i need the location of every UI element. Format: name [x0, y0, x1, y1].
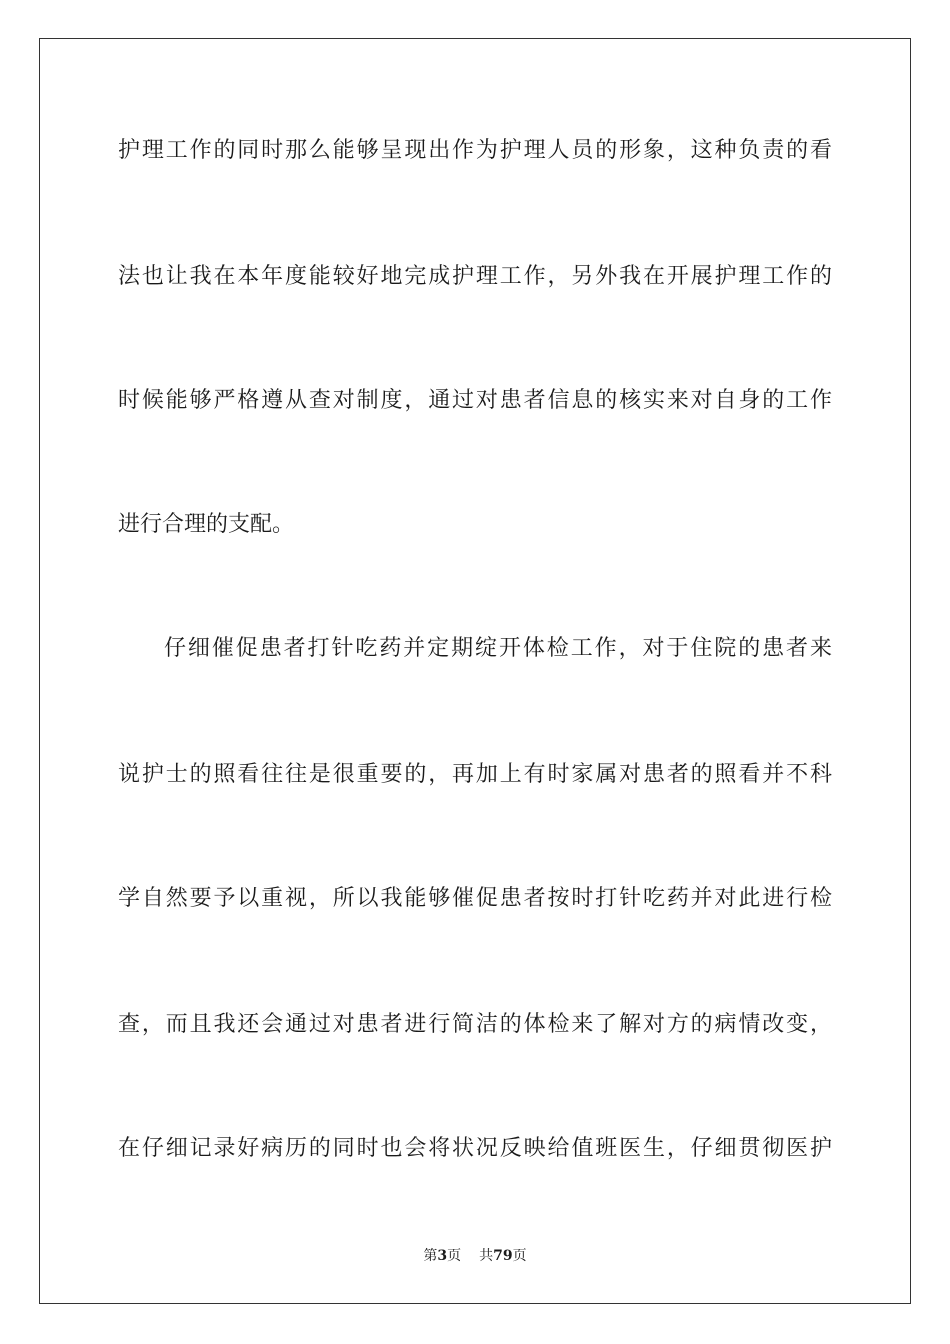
total-pages: 79 — [493, 1248, 513, 1264]
text-line: 查，而且我还会通过对患者进行简洁的体检来了解对方的病情改变， — [118, 1012, 832, 1037]
text-line: 在仔细记录好病历的同时也会将状况反映给值班医生，仔细贯彻医护 — [118, 1136, 832, 1161]
paragraph-first-line: 仔细催促患者打针吃药并定期绽开体检工作，对于住院的患者来 — [164, 636, 832, 661]
page-border — [39, 38, 911, 1304]
text-line: 学自然要予以重视，所以我能够催促患者按时打针吃药并对此进行检 — [118, 886, 832, 911]
total-suffix: 页 — [512, 1248, 527, 1264]
text-line: 法也让我在本年度能较好地完成护理工作，另外我在开展护理工作的 — [118, 264, 832, 289]
page-suffix: 页 — [447, 1248, 462, 1264]
text-line: 说护士的照看往往是很重要的，再加上有时家属对患者的照看并不科 — [118, 762, 832, 787]
total-prefix: 共 — [479, 1248, 494, 1264]
page-number: 3 — [437, 1248, 448, 1264]
text-line: 护理工作的同时那么能够呈现出作为护理人员的形象，这种负责的看 — [118, 138, 832, 163]
text-line: 进行合理的支配。 — [118, 512, 295, 537]
text-line: 时候能够严格遵从查对制度，通过对患者信息的核实来对自身的工作 — [118, 388, 832, 413]
page-footer — [0, 1247, 950, 1265]
page-prefix: 第 — [423, 1248, 438, 1264]
